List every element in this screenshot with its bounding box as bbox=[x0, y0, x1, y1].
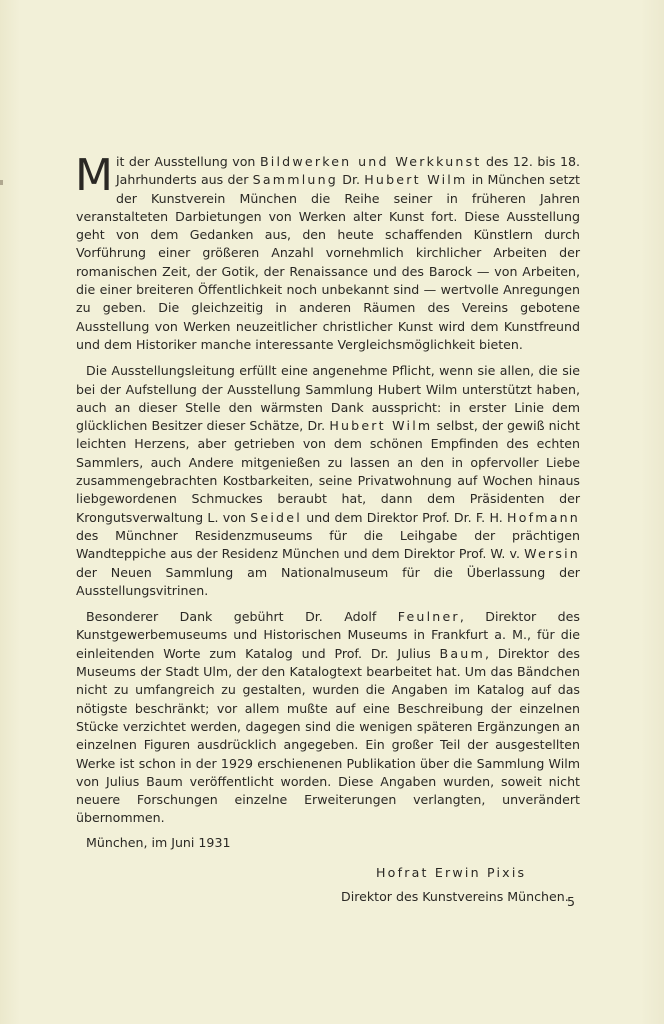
text-segment: des Münchner Residenzmuseums für die Leihgabe der prächtigen Wandteppiche aus der Residenz München und dem Direktor Prof. W. v. bbox=[76, 527, 580, 562]
emphasis-name: Hofmann bbox=[507, 509, 580, 525]
foreword-text bbox=[75, 150, 580, 907]
page-number: 5 bbox=[567, 894, 576, 909]
text-segment: der Neuen Sammlung am Nationalmuseum für die Überlassung der Ausstellungsvitrinen. bbox=[76, 564, 580, 598]
page-edge-mark bbox=[0, 180, 3, 185]
emphasis-name: Baum bbox=[439, 645, 485, 661]
emphasis-name: Hubert Wilm bbox=[364, 172, 468, 188]
emphasis-name: Sammlung bbox=[252, 172, 338, 188]
text-segment: des 12. bis 18. Jahrhunderts aus der bbox=[115, 154, 580, 188]
signature-name: Hofrat Erwin Pixis bbox=[376, 864, 527, 880]
text-segment: , Direktor des Museums der Stadt Ulm, der den Katalogtext bearbeitet hat. Um das Bändchen nicht zu umfangreich zu gestalten, wurden die Angaben im Katalog auf das nötigste beschränkt; vor allem mußte auf eine Beschreibung der einzelnen Stücke verzichtet werden, dagegen sind die wenigen späteren Ergänzungen an einzelnen Figuren ausdrücklich angegeben. Ein großer Teil der ausgestellten Werke ist schon in der 1929 erschienenen Publikation über die Sammlung Wilm von Julius Baum veröffentlicht worden. Diese Angaben wurden, soweit nicht neuere Forschungen einzelne Erweiterungen verlangten, unverändert übernommen. bbox=[76, 645, 580, 826]
paragraph-1 bbox=[75, 150, 580, 354]
text-segment: Besonderer Dank gebührt Dr. Adolf bbox=[86, 609, 398, 625]
emphasis-name: Feulner bbox=[397, 609, 460, 625]
paragraph-2 bbox=[76, 362, 580, 600]
text-segment: selbst, der gewiß nicht leichten Herzens, aber getrieben von dem schönen Empfinden des echten Sammlers, auch Andere mitgenießen zu lassen an den in opfervoller Liebe zusammengebrachten Kostbarkeiten, seine Privatwohnung auf Wochen hinaus liebgewordenen Schmuckes beraubt hat, dann dem Präsidenten der Krongutsverwaltung L. von bbox=[76, 418, 580, 525]
text-segment: in München setzt der Kunstverein München die Reihe seiner in früheren Jahren veranstalteten Darbietungen von Werken alter Kunst fort. Diese Ausstellung geht von dem Gedanken aus, den heute schaffenden Künstlern durch Vorführung einer größeren Anzahl vornehmlich kirchlicher Arbeiten der romanischen Zeit, der Gotik, der Renaissance und des Barock — von Arbeiten, die einer breiteren Öffentlichkeit noch unbekannt sind — wertvolle Anregungen zu geben. Die gleichzeitig in anderen Räumen des Vereins gebotene Ausstellung von Werken neuzeitlicher christlicher Kunst wird dem Kunstfreund und dem Historiker manche interessante Vergleichsmöglichkeit bieten. bbox=[76, 172, 580, 352]
drop-cap: M bbox=[75, 150, 113, 201]
signature-role: Direktor des Kunstvereins München. bbox=[341, 889, 569, 905]
emphasis-name: Seidel bbox=[250, 509, 302, 525]
text-segment: Dr. bbox=[337, 172, 365, 188]
emphasis-name: Hubert Wilm bbox=[329, 418, 433, 434]
text-segment: Die Ausstellungsleitung erfüllt eine angenehme Pflicht, wenn sie allen, die sie bei der Aufstellung der Ausstellung Sammlung Hubert Wilm unterstützt haben, auch an dieser Stelle den wärmsten Dank ausspricht: in erster Linie dem glücklichen Besitzer dieser Schätze, Dr. bbox=[76, 363, 580, 434]
emphasis-name: Bildwerken und Werkkunst bbox=[259, 154, 482, 169]
paragraph-3 bbox=[76, 608, 580, 828]
text-segment: , Direktor des Kunstgewerbemuseums und Historischen Museums in Frankfurt a. M., für die einleitenden Worte zum Katalog und Prof. Dr. Julius bbox=[76, 609, 580, 661]
dateline: München, im Juni 1931 bbox=[86, 834, 231, 850]
emphasis-name: Wersin bbox=[524, 546, 580, 562]
text-segment: it der Ausstellung von bbox=[115, 154, 260, 169]
text-segment: und dem Direktor Prof. Dr. F. H. bbox=[301, 509, 508, 525]
